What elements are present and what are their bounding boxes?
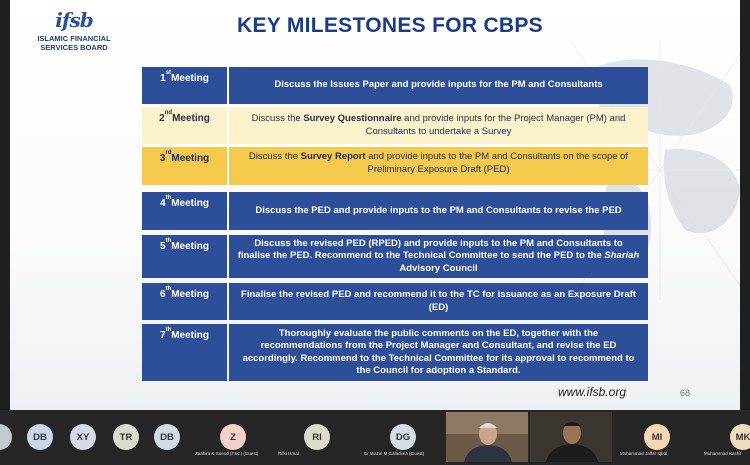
meeting-word: Meeting <box>171 330 209 341</box>
participant-tile[interactable] <box>62 414 102 461</box>
meeting-description <box>229 324 648 381</box>
participant-avatar: TR <box>113 424 139 450</box>
presentation-slide <box>10 0 740 410</box>
description-text: Discuss the <box>248 151 301 162</box>
participant-avatar: RI <box>304 424 330 450</box>
meeting-ordinal: 5 <box>159 241 166 252</box>
participant-avatar: Z <box>220 424 246 450</box>
participant-avatar: MK <box>730 424 750 450</box>
logo-text-line2: SERVICES BOARD <box>40 43 108 52</box>
participant-avatar: DB <box>27 424 53 450</box>
description-text: and provide inputs for the Project Manager (PM) and Consultants to undertake a Survey <box>365 113 626 137</box>
participant-avatar: DB <box>154 424 180 450</box>
website-link[interactable]: www.ifsb.org <box>558 385 627 399</box>
milestone-row-5 <box>142 235 648 278</box>
video-person-icon <box>530 412 612 462</box>
participant-name: Dr Waziri M Galadima (Guest) <box>364 451 425 456</box>
meeting-word: Meeting <box>171 241 209 252</box>
meeting-word: Meeting <box>171 198 209 209</box>
meeting-word: Meeting <box>172 113 210 124</box>
participant-tile[interactable] <box>616 414 698 461</box>
slide-title: KEY MILESTONES FOR CBPS <box>236 14 543 37</box>
meeting-ordinal: 2 <box>159 113 165 124</box>
meeting-label: 4 th Meeting <box>142 192 227 230</box>
milestone-row-3 <box>142 147 648 185</box>
logo-mark: ifsb <box>55 8 93 32</box>
description-text: Discuss the Issues Paper and provide inputs for the PM and Consultants <box>274 79 603 91</box>
meeting-description <box>229 67 648 104</box>
description-text: Finalise the revised PED and recommend it to the TC for issuance as an Exposure Draft (ED) <box>241 289 636 313</box>
description-text: Survey Questionnaire <box>303 113 402 124</box>
participant-avatar: XY <box>70 424 96 450</box>
meeting-ordinal: 1 <box>160 73 166 84</box>
meeting-label: 6 th Meeting <box>142 283 227 320</box>
participant-name: Zaahira & Saoud (FSC) (Guest) <box>195 451 259 456</box>
meeting-label: 7 th Meeting <box>142 324 227 381</box>
participant-avatar <box>0 424 12 450</box>
description-text: Discuss the revised PED (RPED) and provide inputs to the PM and Consultants to finalise the PED. Recommend to the Technical Committee to send the PED to the <box>237 237 623 262</box>
participant-tile[interactable] <box>106 414 146 461</box>
participant-avatar: MI <box>644 424 670 450</box>
description-text: and provide inputs to the PM and Consultants on the scope of Preliminary Exposure Draft (PED) <box>365 151 629 175</box>
ifsb-logo <box>24 8 124 52</box>
milestone-row-6 <box>142 283 648 320</box>
meeting-ordinal: 7 <box>159 330 166 341</box>
milestone-row-7 <box>142 324 648 381</box>
meeting-ordinal: 4 <box>159 198 166 209</box>
participant-tile[interactable] <box>360 414 440 461</box>
milestone-row-4 <box>142 192 648 230</box>
meeting-word: Meeting <box>171 153 210 164</box>
meeting-word: Meeting <box>171 73 209 84</box>
meeting-label: 3 rd Meeting <box>142 147 227 185</box>
participant-name: Rifki Ismal <box>278 451 299 456</box>
slide-number: 68 <box>680 388 691 398</box>
meeting-description <box>229 235 648 278</box>
logo-text-line1: ISLAMIC FINANCIAL <box>37 34 111 43</box>
meeting-description <box>229 147 648 185</box>
description-text: Discuss the PED and provide inputs to the PM and Consultants to revise the PED <box>255 204 622 216</box>
meeting-label: 1 st Meeting <box>142 67 227 104</box>
description-text: Thoroughly evaluate the public comments on the ED, together with the recommendations from the Project Manager and Consultant, and revise the ED accordingly. Recommend to the Technical Committee for its approval to recommend to the Council for adoption a Standard. <box>242 327 635 376</box>
participant-video-2[interactable] <box>530 412 612 462</box>
description-text: Survey Report <box>300 151 366 162</box>
meeting-description <box>229 283 648 320</box>
description-text: Shariah <box>604 250 640 262</box>
milestone-row-2 <box>142 107 648 144</box>
meeting-ordinal: 3 <box>159 153 166 164</box>
meeting-label: 5 th Meeting <box>142 235 227 278</box>
participant-name: Mohammad Jaffar Iqbal <box>620 451 668 456</box>
meeting-description <box>229 107 648 144</box>
participant-tile[interactable] <box>274 414 354 461</box>
participant-tile[interactable] <box>20 414 60 461</box>
milestone-row-1 <box>142 67 648 104</box>
meeting-ordinal: 6 <box>159 289 166 300</box>
description-text: Advisory Council <box>399 262 478 274</box>
meeting-word: Meeting <box>171 289 209 300</box>
description-text: Discuss the <box>251 113 304 124</box>
participant-name: Muhammad Kashif <box>704 451 742 456</box>
participant-video-1[interactable] <box>446 412 528 462</box>
participant-tile[interactable] <box>192 414 270 461</box>
participant-tile[interactable] <box>702 414 750 461</box>
participant-avatar: DG <box>390 424 416 450</box>
participant-tile[interactable] <box>0 414 16 461</box>
meeting-label: 2 nd Meeting <box>142 107 227 144</box>
video-person-icon <box>446 412 528 462</box>
meeting-description <box>229 192 648 230</box>
participant-tile[interactable] <box>148 414 188 461</box>
